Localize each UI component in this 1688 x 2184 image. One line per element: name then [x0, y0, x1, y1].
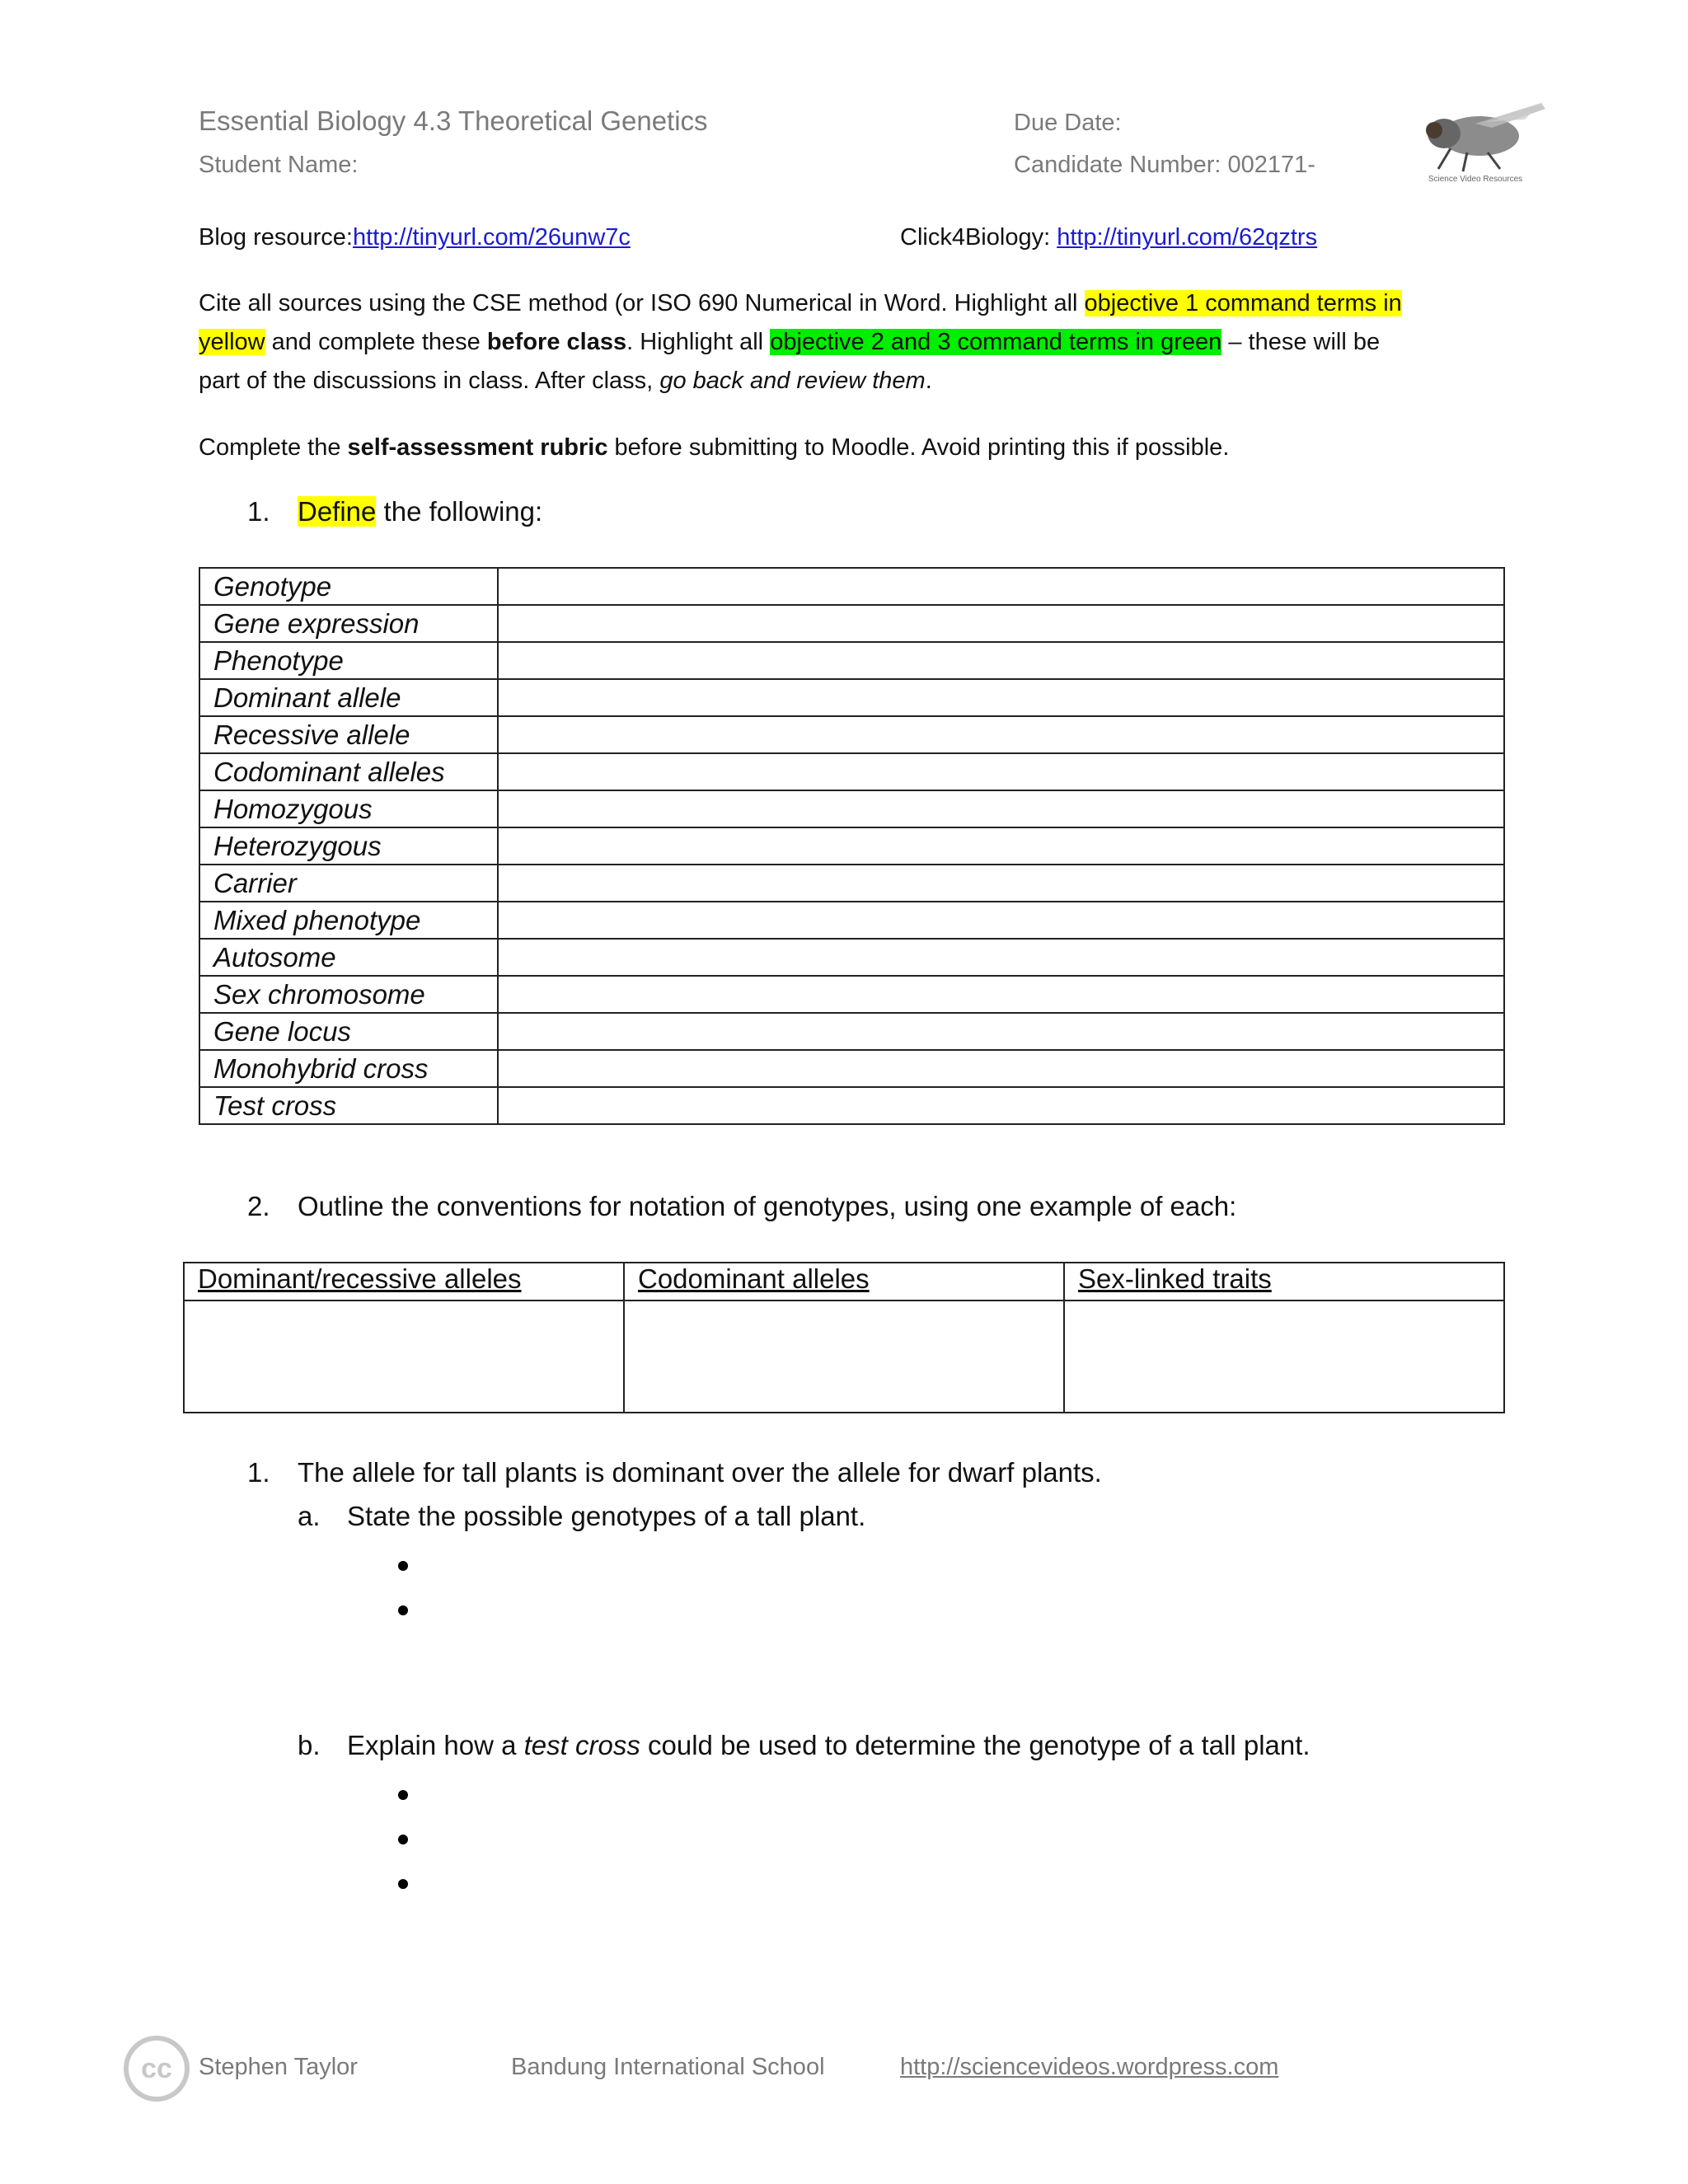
blog-resource-link[interactable]: http://tinyurl.com/26unw7c [353, 224, 631, 251]
footer-author: Stephen Taylor [199, 2054, 358, 2080]
instructions-text: Complete the [199, 434, 348, 461]
table-row [199, 827, 1504, 865]
term-cell: Carrier [199, 865, 498, 902]
column-header: Sex-linked traits [1064, 1263, 1504, 1301]
definition-cell[interactable] [498, 939, 1504, 976]
notation-table [183, 1262, 1505, 1413]
instructions-line-3 [199, 362, 932, 401]
term-cell: Autosome [199, 939, 498, 976]
document-title: Essential Biology 4.3 Theoretical Genetics [199, 105, 708, 136]
q3a-label: a. [298, 1501, 321, 1531]
q2-number: 2. [247, 1191, 270, 1221]
term-cell: Dominant allele [199, 679, 498, 716]
q1-number: 1. [247, 496, 270, 527]
student-name-label: Student Name: [199, 152, 359, 178]
table-row [199, 568, 1504, 605]
table-row [199, 790, 1504, 827]
instructions-line-2 [199, 323, 1380, 362]
answer-bullet [398, 1879, 408, 1889]
define-table [199, 567, 1505, 1125]
table-row [199, 642, 1504, 679]
q1-prompt [298, 496, 542, 527]
q3b-label: b. [298, 1730, 321, 1760]
highlight-green-text: objective 2 and 3 command terms in green [770, 329, 1222, 355]
table-row [199, 605, 1504, 642]
candidate-number-label: Candidate Number: 002171- [1014, 152, 1315, 178]
table-row [184, 1301, 1504, 1413]
definition-cell[interactable] [498, 642, 1504, 679]
table-row [199, 753, 1504, 790]
definition-cell[interactable] [498, 1050, 1504, 1087]
definition-cell[interactable] [498, 976, 1504, 1013]
answer-cell[interactable] [1064, 1301, 1504, 1413]
table-header-row [184, 1263, 1504, 1301]
table-row [199, 902, 1504, 939]
answer-cell[interactable] [624, 1301, 1064, 1413]
instructions-bold: self-assessment rubric [347, 434, 608, 461]
q3b-text: could be used to determine the genotype of a tall plant. [640, 1730, 1311, 1760]
column-header: Dominant/recessive alleles [184, 1263, 624, 1301]
instructions-text: Cite all sources using the CSE method (or ISO 690 Numerical in Word. Highlight all [199, 290, 1085, 316]
logo-caption: Science Video Resources [1428, 175, 1523, 184]
table-row [199, 939, 1504, 976]
answer-bullet [398, 1605, 408, 1615]
column-header: Codominant alleles [624, 1263, 1064, 1301]
instructions-bold: before class [486, 329, 627, 355]
term-cell: Homozygous [199, 790, 498, 827]
answer-bullet [398, 1561, 408, 1571]
answer-cell[interactable] [184, 1301, 624, 1413]
instructions-rubric-line [199, 429, 1229, 467]
definition-cell[interactable] [498, 605, 1504, 642]
term-cell: Sex chromosome [199, 976, 498, 1013]
term-cell: Codominant alleles [199, 753, 498, 790]
term-cell: Mixed phenotype [199, 902, 498, 939]
blog-resource-label: Blog resource: [199, 224, 353, 251]
click4biology-line [900, 218, 1317, 257]
fly-logo-icon [1401, 99, 1550, 185]
footer-link[interactable]: http://sciencevideos.wordpress.com [900, 2054, 1279, 2080]
q3b-text: Explain how a [347, 1730, 524, 1760]
q3b-italic: test cross [523, 1730, 640, 1760]
definition-cell[interactable] [498, 679, 1504, 716]
table-row [199, 1050, 1504, 1087]
term-cell: Gene locus [199, 1013, 498, 1050]
instructions-text: . Highlight all [626, 329, 771, 355]
instructions-italic: go back and review them [659, 368, 926, 394]
term-cell: Gene expression [199, 605, 498, 642]
definition-cell[interactable] [498, 790, 1504, 827]
instructions-line-1 [199, 284, 1402, 323]
table-row [199, 716, 1504, 753]
instructions-text: and complete these [265, 329, 487, 355]
term-cell: Test cross [199, 1087, 498, 1124]
term-cell: Heterozygous [199, 827, 498, 865]
definition-cell[interactable] [498, 716, 1504, 753]
q2-prompt: Outline the conventions for notation of genotypes, using one example of each: [298, 1191, 1237, 1221]
definition-cell[interactable] [498, 865, 1504, 902]
q1-prompt-text: the following: [376, 496, 543, 527]
highlight-yellow-text: objective 1 command terms in [1084, 290, 1402, 316]
definition-cell[interactable] [498, 1013, 1504, 1050]
term-cell: Monohybrid cross [199, 1050, 498, 1087]
click4biology-link[interactable]: http://tinyurl.com/62qztrs [1057, 224, 1318, 251]
term-cell: Recessive allele [199, 716, 498, 753]
table-row [199, 679, 1504, 716]
highlight-yellow-text: yellow [199, 329, 265, 355]
q3a-prompt: State the possible genotypes of a tall plant. [347, 1501, 866, 1531]
creative-commons-icon: cc [124, 2036, 190, 2102]
q1-command-term: Define [298, 496, 377, 527]
q3b-prompt [347, 1730, 1311, 1761]
table-row [199, 865, 1504, 902]
instructions-text: – these will be [1221, 329, 1381, 355]
answer-bullet [398, 1790, 408, 1800]
due-date-label: Due Date: [1014, 110, 1122, 136]
table-row [199, 976, 1504, 1013]
definition-cell[interactable] [498, 1087, 1504, 1124]
click4biology-label: Click4Biology: [900, 224, 1057, 251]
instructions-text: part of the discussions in class. After class, [199, 368, 660, 394]
term-cell: Phenotype [199, 642, 498, 679]
q3-prompt: The allele for tall plants is dominant over the allele for dwarf plants. [298, 1457, 1102, 1488]
instructions-text: . [925, 368, 932, 394]
table-row [199, 1087, 1504, 1124]
term-cell: Genotype [199, 568, 498, 605]
answer-bullet [398, 1835, 408, 1844]
definition-cell[interactable] [498, 902, 1504, 939]
q3-number: 1. [247, 1457, 270, 1488]
footer-school: Bandung International School [511, 2054, 825, 2080]
blog-resource-line [199, 218, 631, 257]
instructions-text: before submitting to Moodle. Avoid printing this if possible. [607, 434, 1230, 461]
definition-cell[interactable] [498, 827, 1504, 865]
definition-cell[interactable] [498, 568, 1504, 605]
definition-cell[interactable] [498, 753, 1504, 790]
table-row [199, 1013, 1504, 1050]
